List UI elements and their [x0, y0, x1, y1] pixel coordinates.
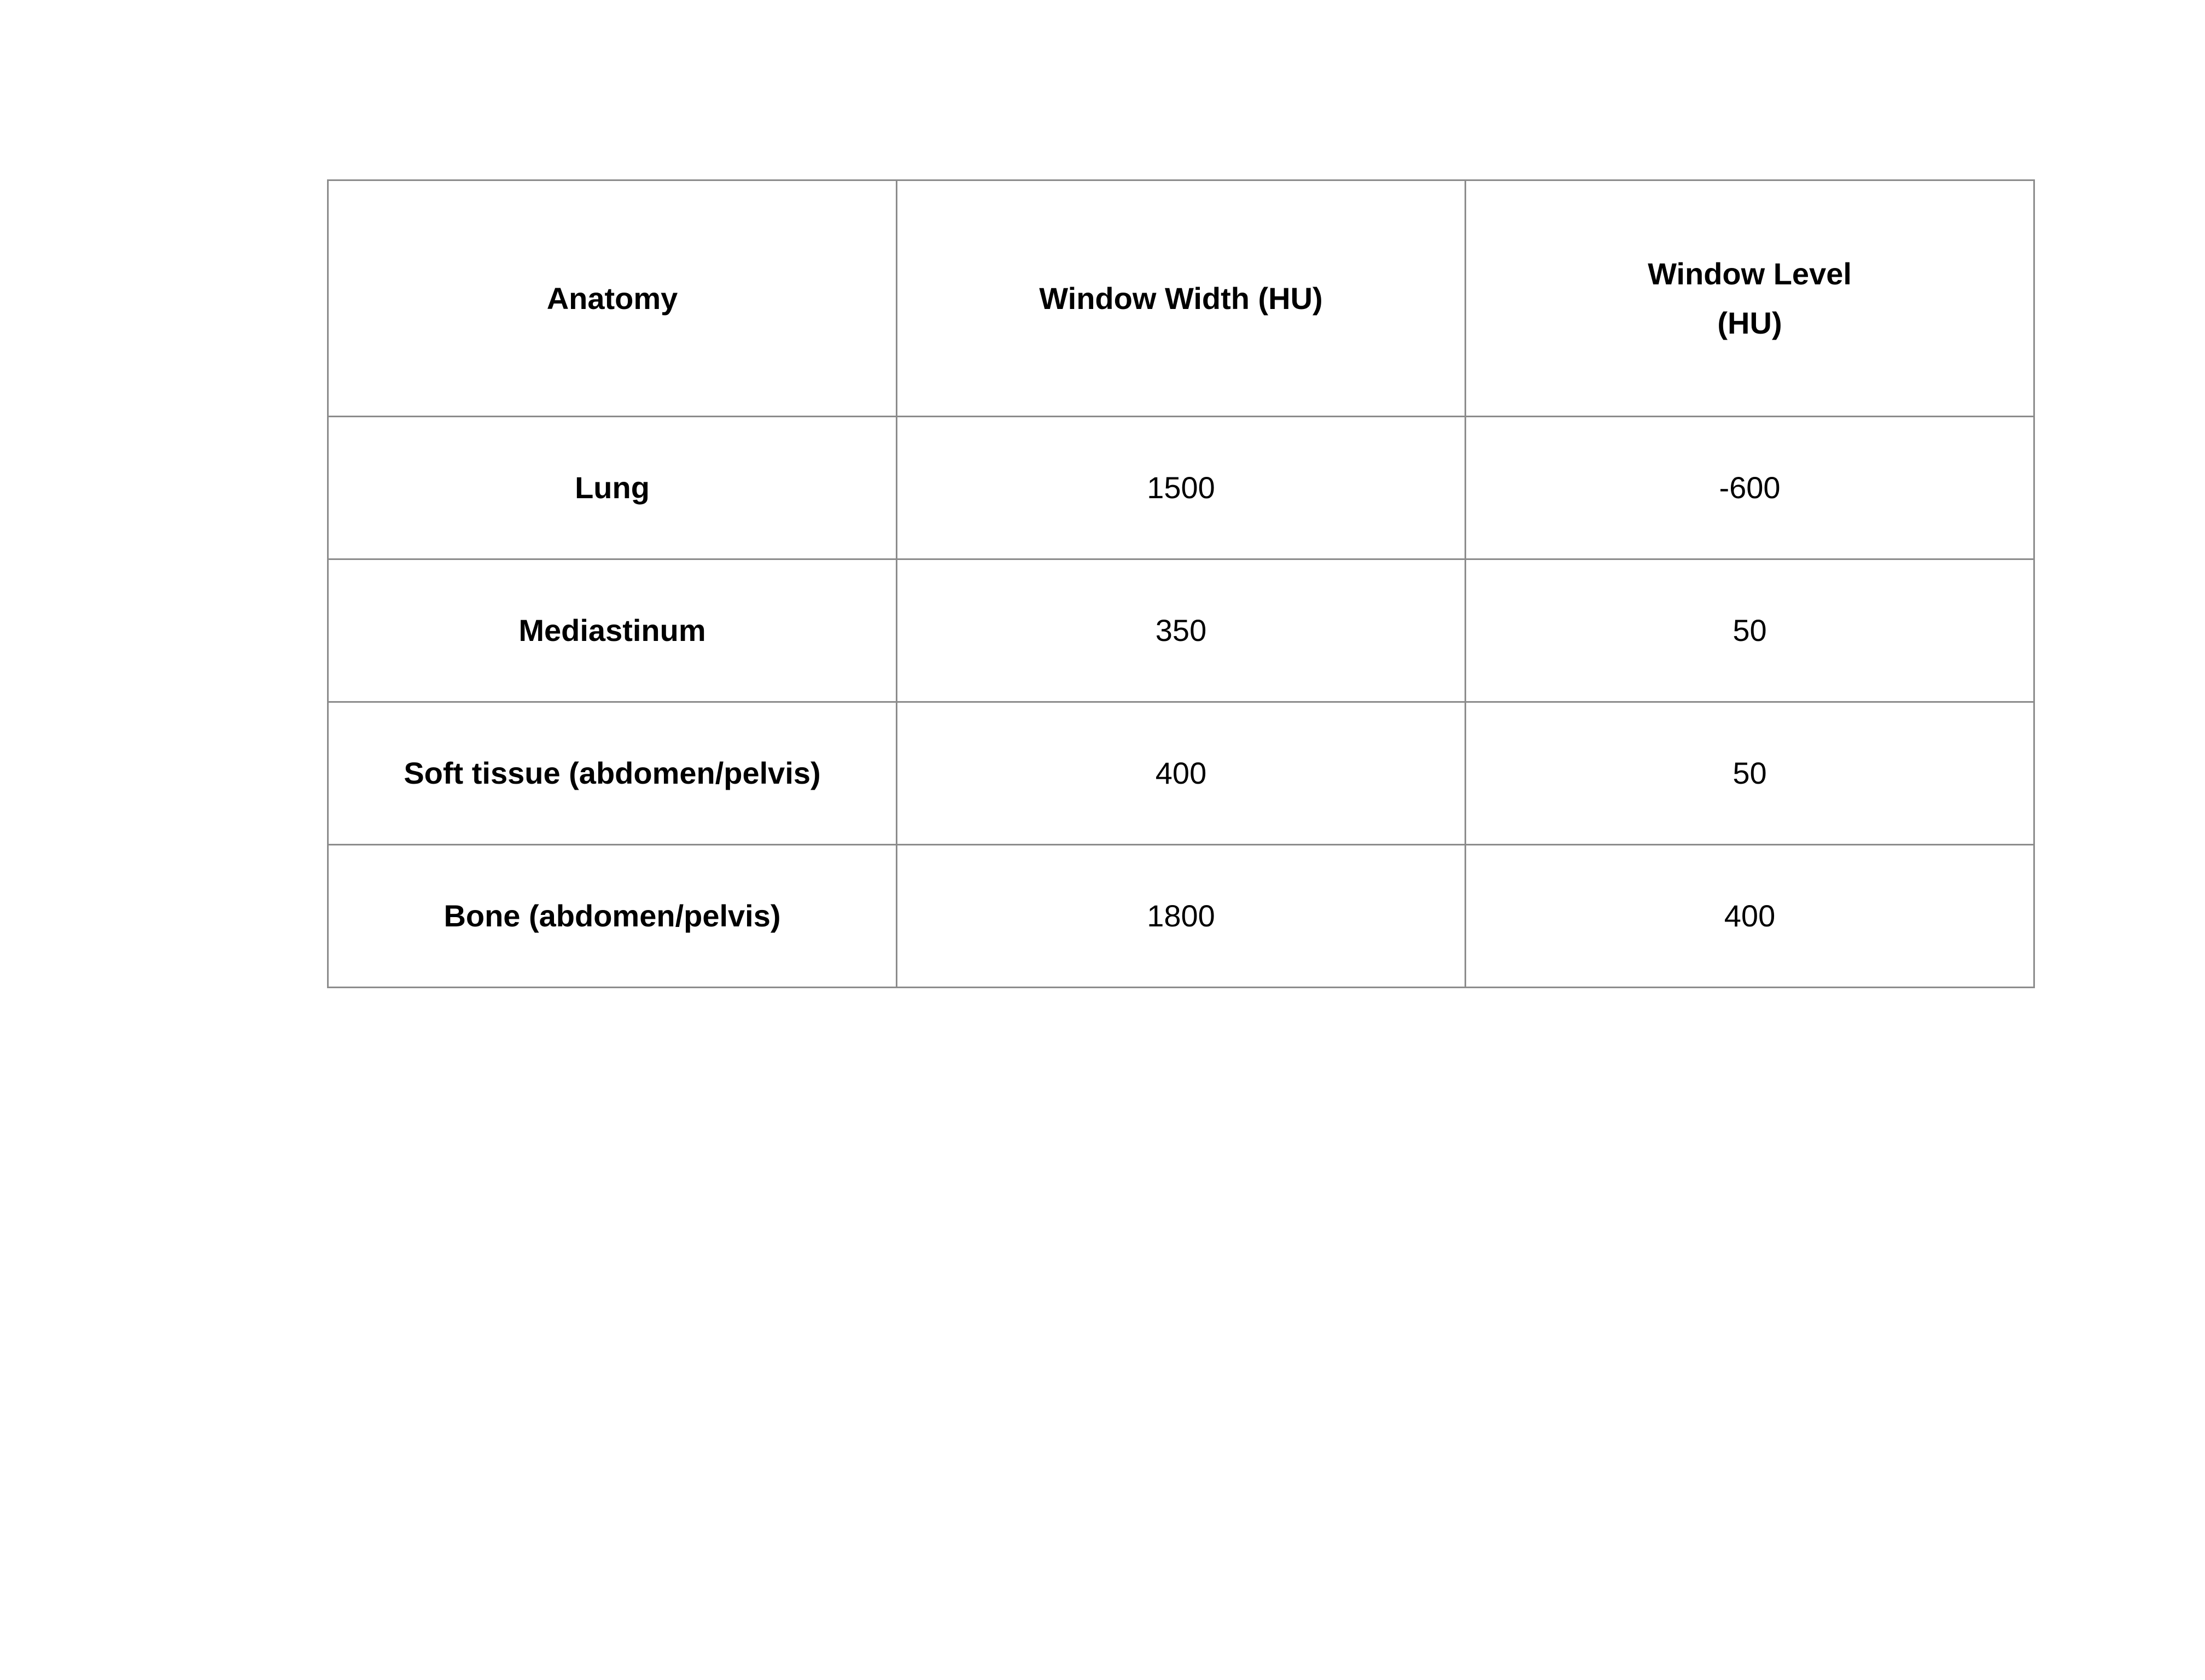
header-window-width-label: Window Width (HU): [1039, 281, 1323, 316]
anatomy-cell: Soft tissue (abdomen/pelvis): [328, 702, 897, 845]
anatomy-cell: Bone (abdomen/pelvis): [328, 845, 897, 988]
header-anatomy-label: Anatomy: [546, 281, 678, 316]
table-row: [328, 845, 2034, 988]
window-width-cell: 1500: [897, 417, 1466, 559]
header-window-level: [1466, 180, 2034, 417]
table-row: [328, 417, 2034, 559]
header-window-width: [897, 180, 1466, 417]
window-width-cell: 1800: [897, 845, 1466, 988]
window-level-cell: 50: [1466, 702, 2034, 845]
table-header-row: [328, 180, 2034, 417]
table-row: [328, 702, 2034, 845]
table-row: [328, 559, 2034, 702]
header-anatomy: [328, 180, 897, 417]
window-level-cell: 400: [1466, 845, 2034, 988]
window-level-cell: -600: [1466, 417, 2034, 559]
window-width-cell: 400: [897, 702, 1466, 845]
window-level-cell: 50: [1466, 559, 2034, 702]
header-window-level-line2: (HU): [1717, 305, 1782, 340]
anatomy-cell: Mediastinum: [328, 559, 897, 702]
anatomy-cell: Lung: [328, 417, 897, 559]
window-width-cell: 350: [897, 559, 1466, 702]
header-window-level-line1: Window Level: [1648, 256, 1852, 291]
ct-window-settings-table: [327, 179, 2035, 988]
